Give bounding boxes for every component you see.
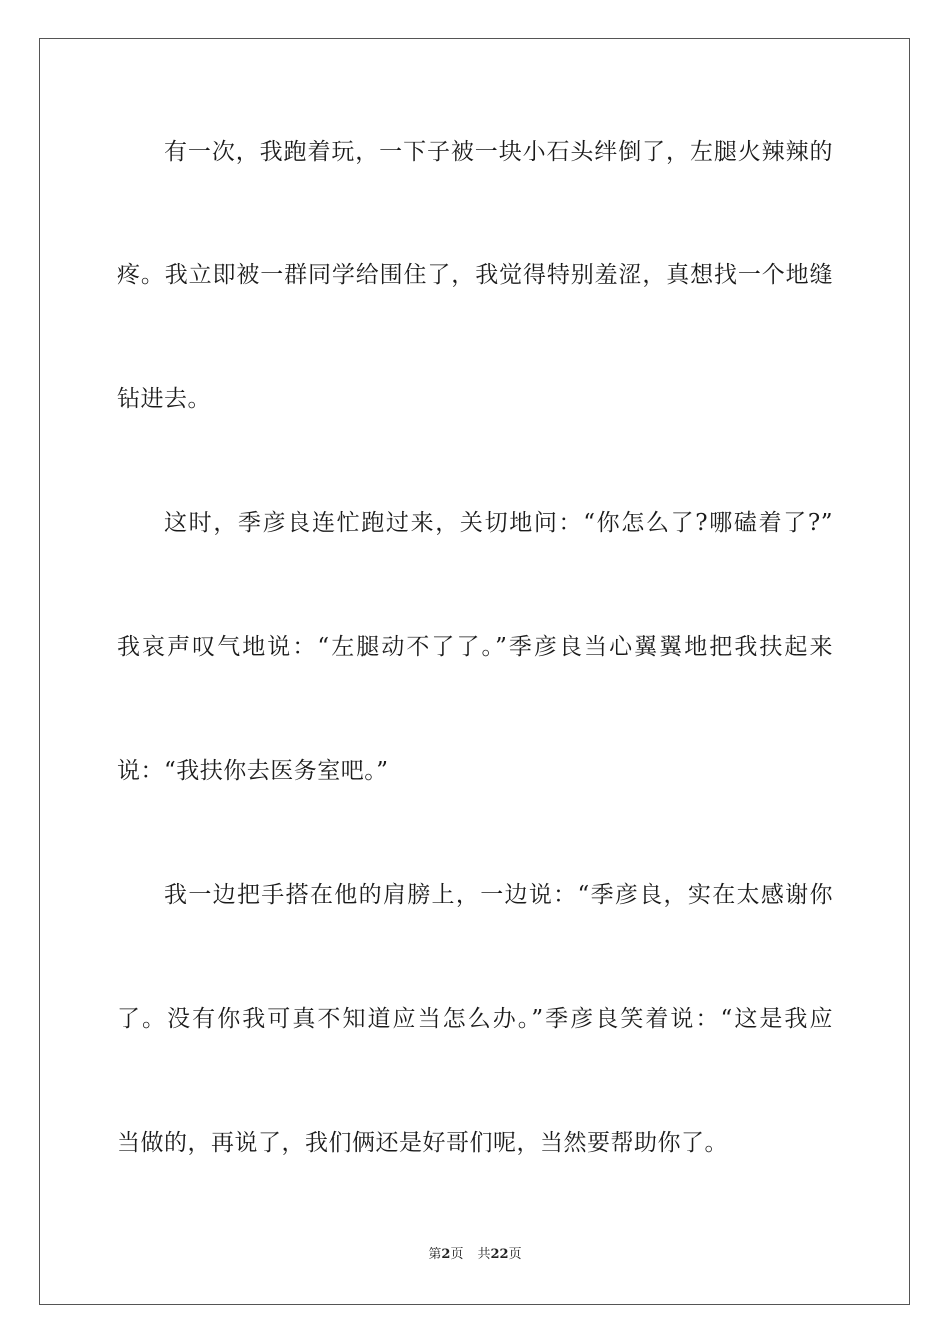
text-line: 疼。我立即被一群同学给围住了，我觉得特别羞涩，真想找一个地缝 <box>117 262 833 288</box>
text-line: 说：“我扶你去医务室吧。” <box>117 758 389 784</box>
page-label: 第2页 <box>428 1247 464 1262</box>
text-line: 我一边把手搭在他的肩膀上，一边说：“季彦良，实在太感谢你 <box>164 882 833 908</box>
text-line: 这时，季彦良连忙跑过来，关切地问：“你怎么了?哪磕着了?” <box>164 510 833 536</box>
text-line: 了。没有你我可真不知道应当怎么办。”季彦良笑着说：“这是我应 <box>117 1006 833 1032</box>
page-number: 2 <box>441 1247 451 1262</box>
total-pages-label: 共22页 <box>477 1247 522 1262</box>
text-line: 有一次，我跑着玩，一下子被一块小石头绊倒了，左腿火辣辣的 <box>164 139 833 165</box>
page-footer <box>0 1246 950 1264</box>
text-line: 当做的，再说了，我们俩还是好哥们呢，当然要帮助你了。 <box>117 1130 728 1156</box>
page-border <box>39 38 910 1305</box>
total-pages: 22 <box>490 1247 509 1262</box>
text-line: 钻进去。 <box>117 386 211 412</box>
text-line: 我哀声叹气地说：“左腿动不了了。”季彦良当心翼翼地把我扶起来 <box>117 634 833 660</box>
